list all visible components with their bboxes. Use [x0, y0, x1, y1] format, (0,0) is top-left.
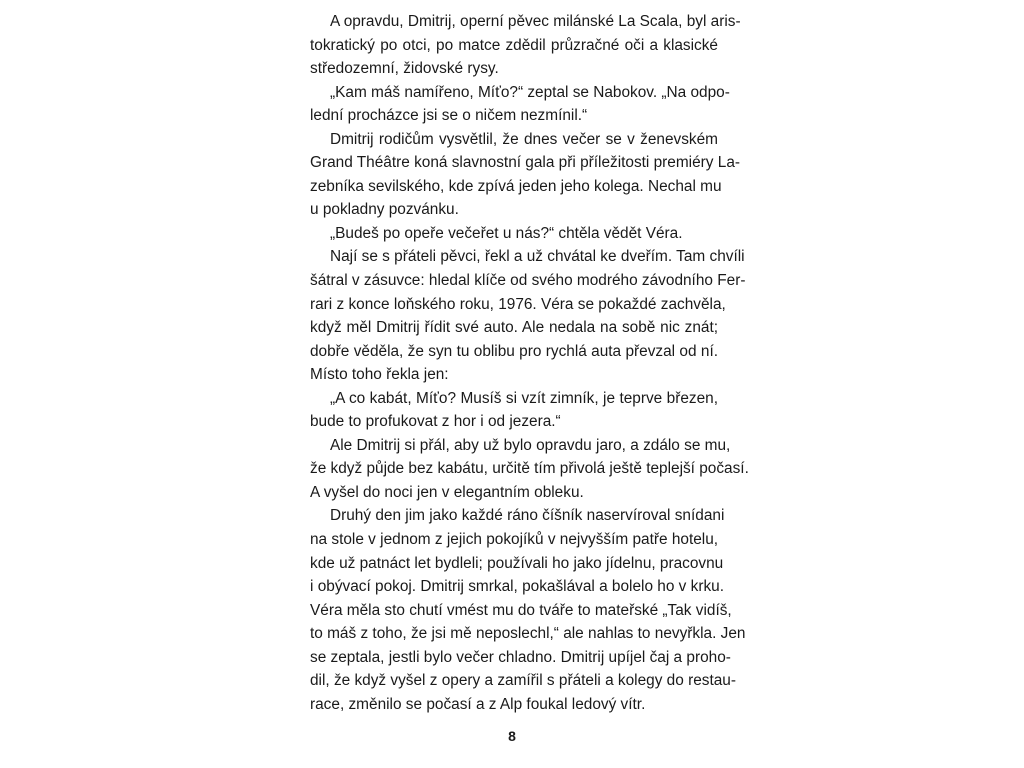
- text-line: když měl Dmitrij řídit své auto. Ale nedala na sobě nic znát;: [310, 319, 718, 337]
- body-text: [310, 10, 749, 716]
- text-line: Druhý den jim jako každé ráno číšník naservíroval snídani: [330, 507, 725, 525]
- paragraph: [310, 245, 746, 386]
- paragraph: [310, 504, 746, 716]
- text-line: tokratický po otci, po matce zdědil průzračné oči a klasické: [310, 36, 718, 54]
- text-line: dil, že když vyšel z opery a zamířil s přáteli a kolegy do restau-: [310, 672, 736, 690]
- text-line: u pokladny pozvánku.: [310, 201, 459, 219]
- paragraph: [310, 81, 730, 128]
- paragraph: [310, 10, 741, 81]
- text-line: šátral v zásuvce: hledal klíče od svého modrého závodního Fer-: [310, 272, 746, 290]
- text-line: „Budeš po opeře večeřet u nás?“ chtěla vědět Véra.: [330, 224, 683, 242]
- text-line: zebníka sevilského, kde zpívá jeden jeho kolega. Nechal mu: [310, 177, 722, 195]
- text-line: na stole v jednom z jejich pokojíků v nejvyšším patře hotelu,: [310, 531, 719, 549]
- text-line: A vyšel do noci jen v elegantním obleku.: [310, 483, 584, 501]
- text-line: „Kam máš namířeno, Míťo?“ zeptal se Nabokov. „Na odpo-: [330, 83, 730, 101]
- text-line: to máš z toho, že jsi mě neposlechl,“ ale nahlas to nevyřkla. Jen: [310, 625, 746, 643]
- text-line: rari z konce loňského roku, 1976. Véra se pokaždé zachvěla,: [310, 295, 726, 313]
- page-number: 8: [508, 728, 516, 744]
- text-line: se zeptala, jestli bylo večer chladno. Dmitrij upíjel čaj a proho-: [310, 648, 731, 666]
- text-line: středozemní, židovské rysy.: [310, 60, 499, 78]
- text-line: bude to profukovat z hor i od jezera.“: [310, 413, 561, 431]
- paragraph: [310, 434, 749, 505]
- paragraph: [310, 128, 741, 222]
- text-line: Nají se s přáteli pěvci, řekl a už chvátal ke dveřím. Tam chvíli: [330, 248, 745, 266]
- text-line: i obývací pokoj. Dmitrij smrkal, pokašlával a bolelo ho v krku.: [310, 578, 724, 596]
- text-line: „A co kabát, Míťo? Musíš si vzít zimník, je teprve březen,: [330, 389, 718, 407]
- text-line: Místo toho řekla jen:: [310, 366, 449, 384]
- text-line: dobře věděla, že syn tu oblibu pro rychlá auta převzal od ní.: [310, 342, 718, 360]
- text-line: že když půjde bez kabátu, určitě tím přivolá ještě teplejší počasí.: [310, 460, 749, 478]
- text-line: Grand Théâtre koná slavnostní gala při příležitosti premiéry La-: [310, 154, 741, 172]
- text-line: Véra měla sto chutí vmést mu do tváře to mateřské „Tak vidíš,: [310, 601, 732, 619]
- paragraph: [310, 222, 718, 246]
- text-line: race, změnilo se počasí a z Alp foukal ledový vítr.: [310, 695, 646, 713]
- text-line: A opravdu, Dmitrij, operní pěvec milánské La Scala, byl aris-: [330, 13, 741, 30]
- text-line: lední procházce jsi se o ničem nezmínil.“: [310, 107, 588, 125]
- text-line: Ale Dmitrij si přál, aby už bylo opravdu jaro, a zdálo se mu,: [330, 436, 731, 454]
- text-line: Dmitrij rodičům vysvětlil, že dnes večer se v ženevském: [330, 130, 718, 148]
- paragraph: [310, 387, 718, 434]
- text-line: kde už patnáct let bydleli; používali ho jako jídelnu, pracovnu: [310, 554, 724, 572]
